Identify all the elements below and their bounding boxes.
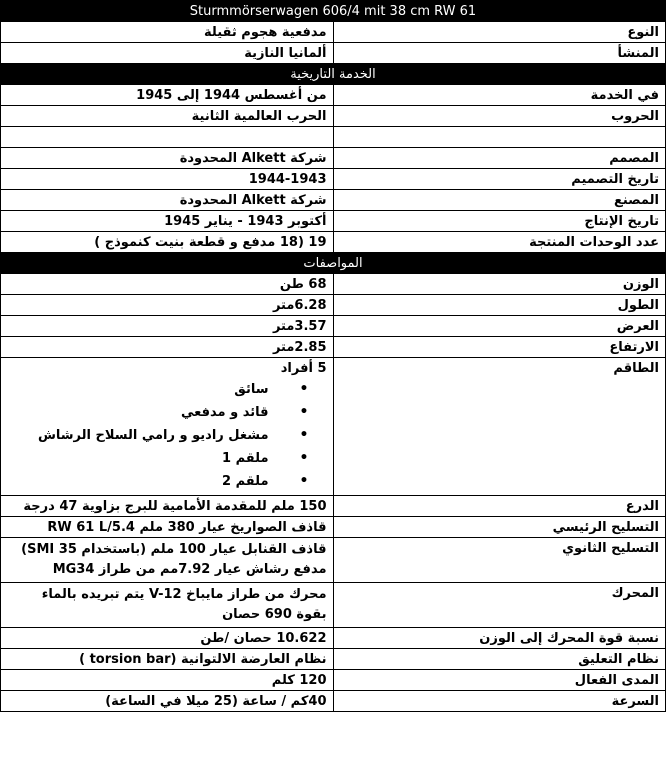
table-row <box>1 43 666 64</box>
table-row <box>1 211 666 232</box>
section-title: المواصفات <box>1 253 666 274</box>
table-row <box>1 295 666 316</box>
list-item: • ملقم 2 <box>7 470 287 493</box>
row-value <box>1 538 334 583</box>
row-label: المنشأ <box>333 43 666 64</box>
row-value: أكتوبر 1943 - يناير 1945 <box>1 211 334 232</box>
row-value: شركة Alkett المحدودة <box>1 190 334 211</box>
engine-line-2: بقوة 690 حصان <box>222 607 327 622</box>
row-label: تاريخ التصميم <box>333 169 666 190</box>
row-label: في الخدمة <box>333 85 666 106</box>
row-value: 3.57متر <box>1 316 334 337</box>
row-label: الطول <box>333 295 666 316</box>
row-label: الطاقم <box>333 358 666 496</box>
table-row <box>1 316 666 337</box>
row-label: الحروب <box>333 106 666 127</box>
row-value: 40كم / ساعة (25 ميلا في الساعة) <box>1 691 334 712</box>
list-item: • مشغل راديو و رامي السلاح الرشاش <box>7 424 287 447</box>
table-row <box>1 649 666 670</box>
table-row <box>1 148 666 169</box>
row-value: قاذف الصواريخ عيار 380 ملم RW 61 L/5.4 <box>1 517 334 538</box>
row-value: ألمانيا النازية <box>1 43 334 64</box>
row-label: الارتفاع <box>333 337 666 358</box>
secondary-armament-row <box>1 538 666 583</box>
row-label: السرعة <box>333 691 666 712</box>
empty-cell <box>1 127 334 148</box>
table-row <box>1 337 666 358</box>
row-label: النوع <box>333 22 666 43</box>
table-row <box>1 190 666 211</box>
row-label: المدى الفعال <box>333 670 666 691</box>
row-value <box>1 583 334 628</box>
secondary-line-1: قاذف القنابل عيار 100 ملم (باستخدام SMI 35) <box>21 542 327 557</box>
row-label: المصمم <box>333 148 666 169</box>
table-row <box>1 670 666 691</box>
table-row <box>1 22 666 43</box>
row-value: من أغسطس 1944 إلى 1945 <box>1 85 334 106</box>
table-row <box>1 106 666 127</box>
list-item: • ملقم 1 <box>7 447 287 470</box>
engine-line-1: محرك من طراز مايباخ V-12 يتم تبريده بالماء <box>41 587 327 602</box>
secondary-line-2: مدفع رشاش عيار 7.92مم من طراز MG34 <box>52 562 327 577</box>
crew-list <box>7 378 327 493</box>
row-label: المحرك <box>333 583 666 628</box>
blank-row <box>1 127 666 148</box>
engine-row <box>1 583 666 628</box>
row-value: 6.28متر <box>1 295 334 316</box>
row-label: تاريخ الإنتاج <box>333 211 666 232</box>
crew-row <box>1 358 666 496</box>
section-header-specs <box>1 253 666 274</box>
section-header-history <box>1 64 666 85</box>
row-value: 10.622 حصان /طن <box>1 628 334 649</box>
crew-value <box>1 358 334 496</box>
row-value: 120 كلم <box>1 670 334 691</box>
row-value: مدفعية هجوم ثقيلة <box>1 22 334 43</box>
page-title: Sturmmörserwagen 606/4 mit 38 cm RW 61 <box>1 1 666 22</box>
row-value: 19 (18 مدفع و قطعة بنيت كنموذج ) <box>1 232 334 253</box>
table-row <box>1 169 666 190</box>
table-row <box>1 274 666 295</box>
list-item: • سائق <box>7 378 287 401</box>
empty-cell <box>333 127 666 148</box>
row-value: 150 ملم للمقدمة الأمامية للبرج بزاوية 47 درجة <box>1 496 334 517</box>
table-row <box>1 691 666 712</box>
table-row <box>1 517 666 538</box>
row-value: نظام العارضة الالتوانية (torsion bar ) <box>1 649 334 670</box>
row-label: نظام التعليق <box>333 649 666 670</box>
row-label: الدرع <box>333 496 666 517</box>
row-value: شركة Alkett المحدودة <box>1 148 334 169</box>
row-value: الحرب العالمية الثانية <box>1 106 334 127</box>
row-label: عدد الوحدات المنتجة <box>333 232 666 253</box>
table-row <box>1 85 666 106</box>
row-label: التسليح الثانوي <box>333 538 666 583</box>
row-label: نسبة قوة المحرك إلى الوزن <box>333 628 666 649</box>
crew-count: 5 أفراد <box>280 361 327 376</box>
row-label: التسليح الرئيسي <box>333 517 666 538</box>
table-row <box>1 232 666 253</box>
title-row <box>1 1 666 22</box>
table-row <box>1 496 666 517</box>
row-value: 68 طن <box>1 274 334 295</box>
row-label: العرض <box>333 316 666 337</box>
table-row <box>1 628 666 649</box>
row-value: 1944-1943 <box>1 169 334 190</box>
row-value: 2.85متر <box>1 337 334 358</box>
section-title: الخدمة التاريخية <box>1 64 666 85</box>
list-item: • قائد و مدفعي <box>7 401 287 424</box>
row-label: الوزن <box>333 274 666 295</box>
row-label: المصنع <box>333 190 666 211</box>
